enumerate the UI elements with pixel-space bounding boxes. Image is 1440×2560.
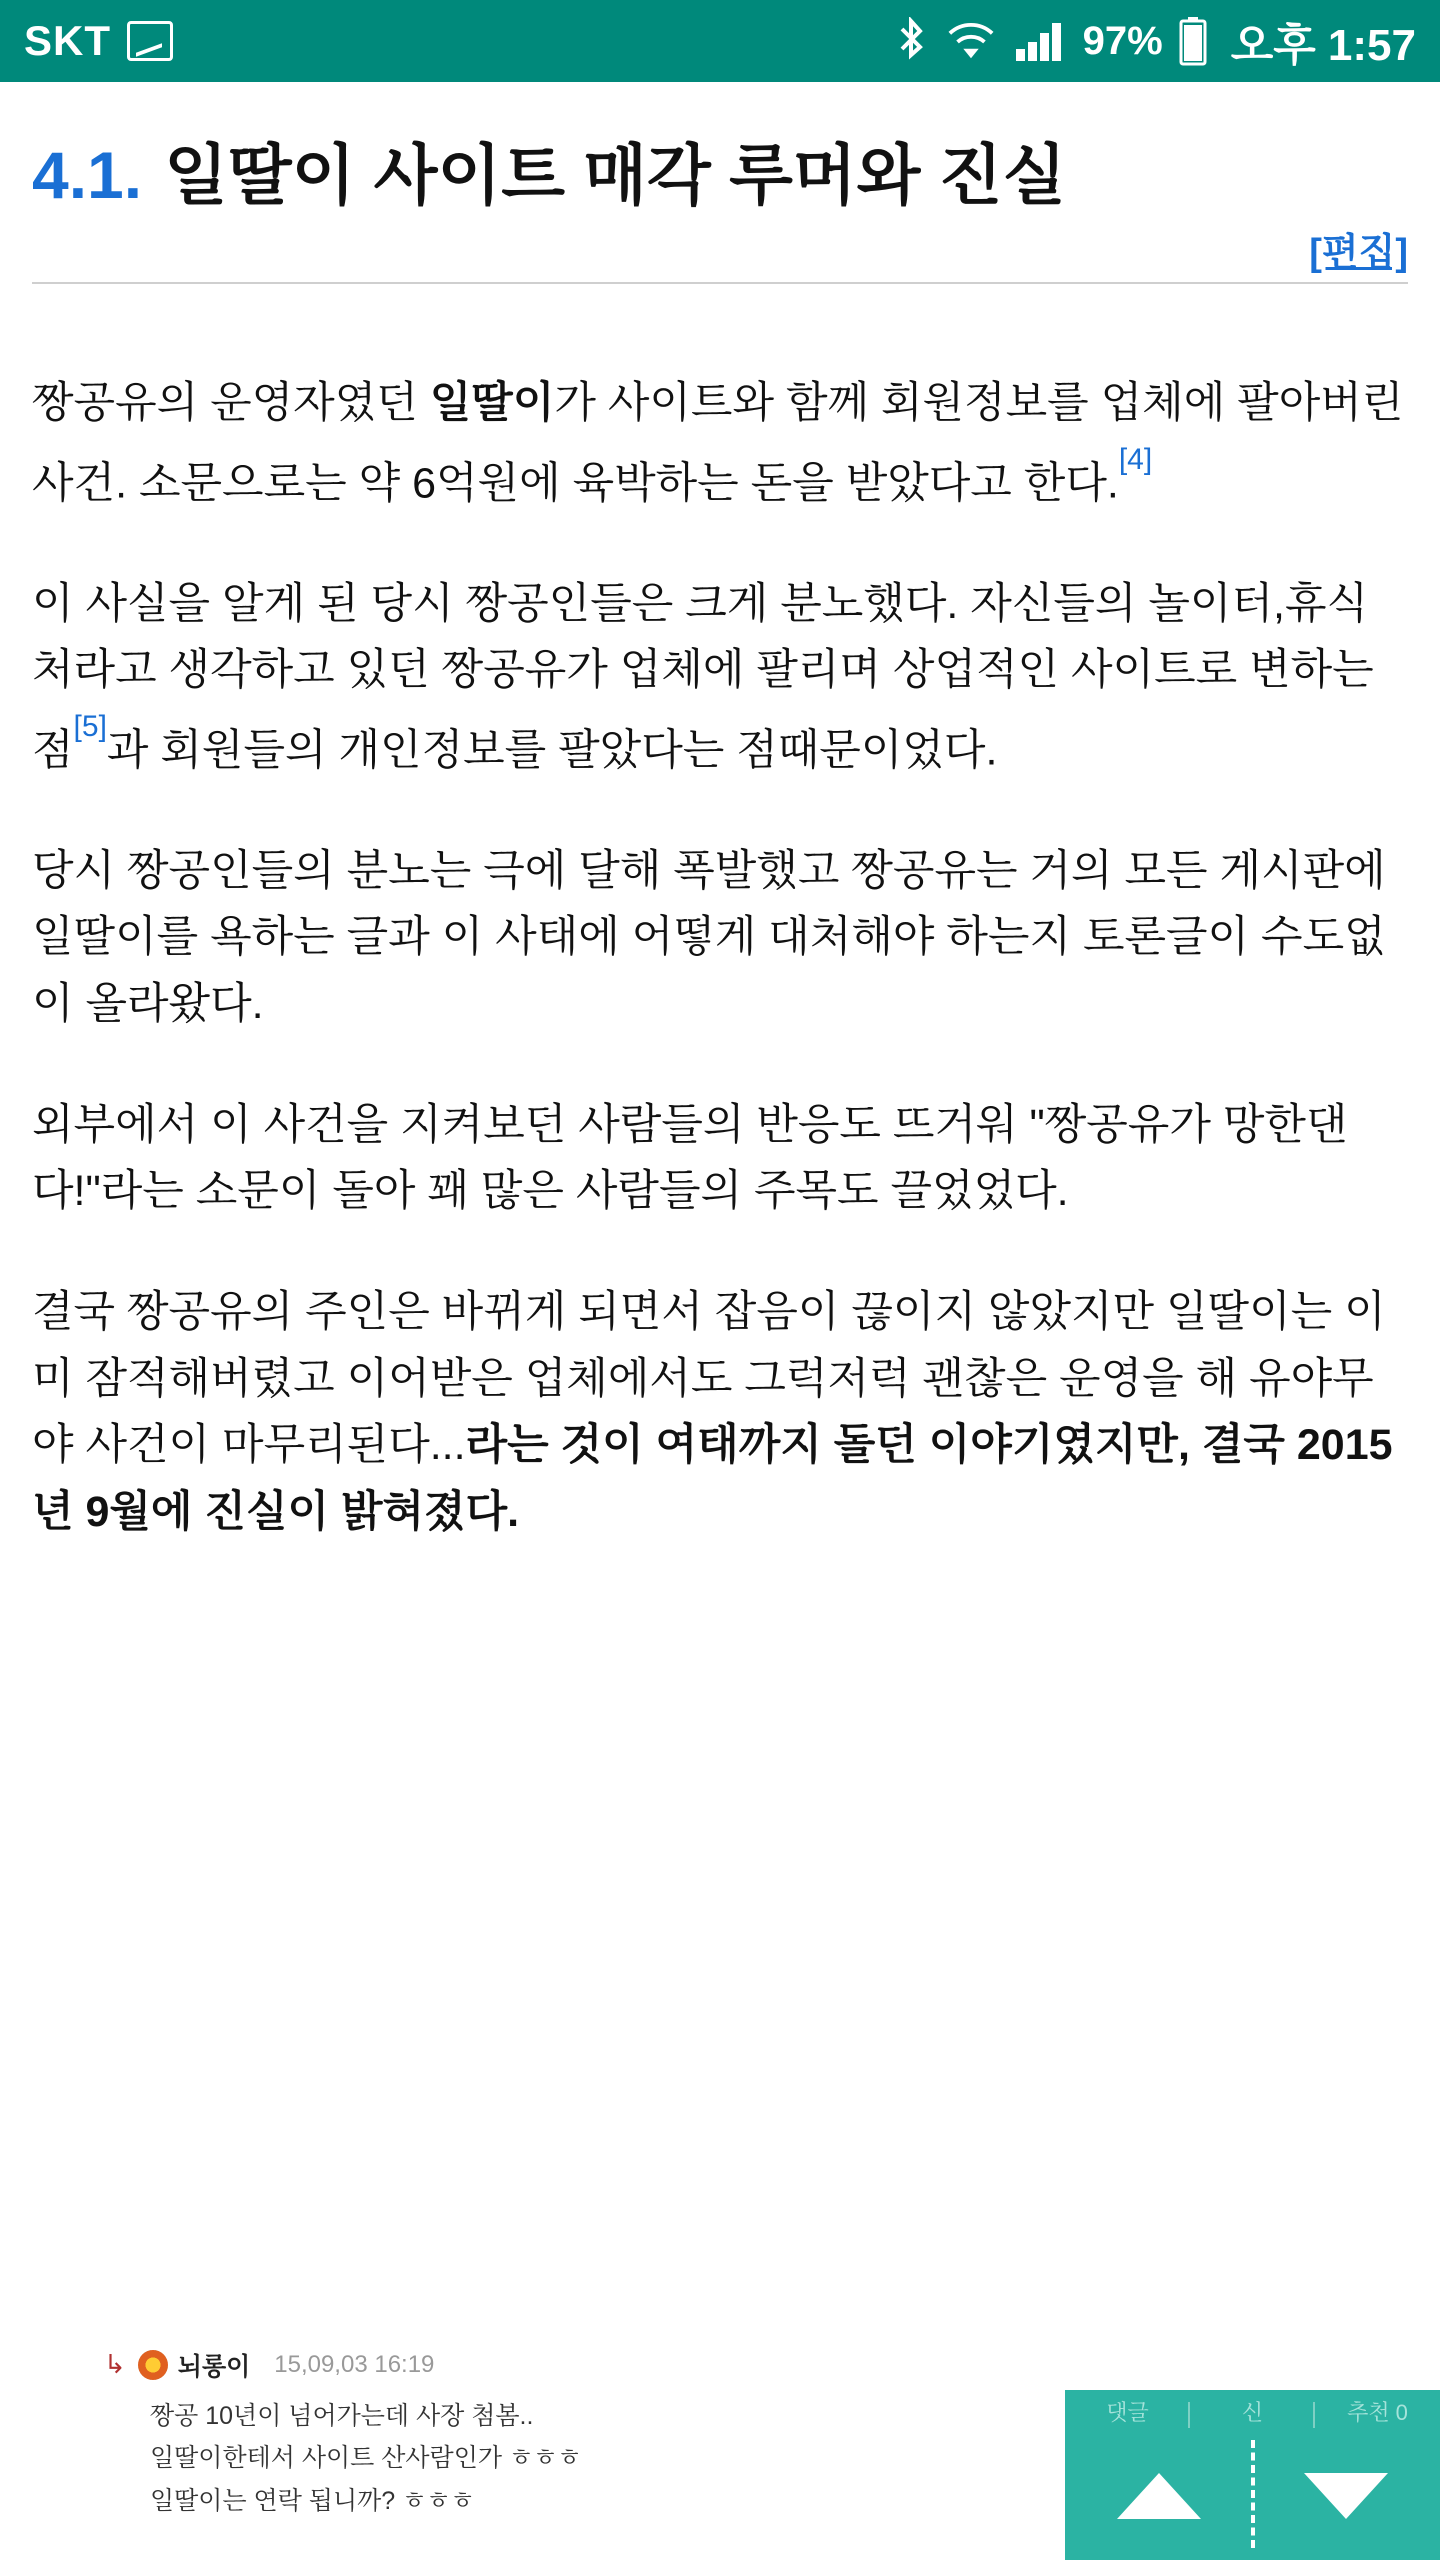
paragraph-2 bbox=[32, 571, 1408, 784]
comment-count-label[interactable]: 댓글 bbox=[1065, 2396, 1190, 2427]
comment-line: 일딸이는 연락 됩니까? ㅎㅎㅎ bbox=[150, 2486, 475, 2515]
floating-nav-buttons bbox=[1065, 2432, 1440, 2560]
new-label[interactable]: 신 bbox=[1190, 2396, 1315, 2427]
paragraph-1 bbox=[32, 370, 1408, 517]
comment-body bbox=[150, 2395, 1132, 2523]
text-run: 가 사이트와 함께 회원정보를 업체에 팔아버린 사건. 소문으로는 약 6억원에 육박하는 돈을 받았다고 한다. bbox=[32, 379, 1404, 507]
footnote-link[interactable]: [4] bbox=[1118, 442, 1153, 476]
text-run: 과 회원들의 개인정보를 팔았다는 점때문이었다. bbox=[106, 726, 998, 775]
floating-nav-widget[interactable] bbox=[1065, 2390, 1440, 2560]
chart-icon bbox=[127, 21, 173, 61]
status-bar bbox=[0, 0, 1440, 82]
footnote-ref[interactable] bbox=[1118, 442, 1153, 490]
text-run: 결국 짱공유의 주인은 바뀌게 되면서 잡음이 끊이지 않았지만 일딸이는 이미 잠적해버렸고 이어받은 업체에서도 그럭저럭 괜찮은 운영을 해 유야무야 사건이 마무리된다... bbox=[32, 1287, 1386, 1470]
text-run: 짱공유의 운영자였던 bbox=[32, 379, 430, 427]
floating-nav-labels bbox=[1065, 2390, 1440, 2432]
article-page bbox=[0, 82, 1440, 2560]
cellular-signal-icon bbox=[1014, 19, 1064, 63]
recommend-count-label[interactable]: 추천 0 bbox=[1347, 2399, 1408, 2425]
floating-nav-divider bbox=[1251, 2440, 1255, 2548]
comment-author[interactable]: 뇌롱이 bbox=[177, 2352, 251, 2381]
comment-date: 15,09,03 16:19 bbox=[274, 2350, 435, 2378]
text-run: 당시 짱공인들의 분노는 극에 달해 폭발했고 짱공유는 거의 모든 게시판에 일딸이를 욕하는 글과 이 사태에 어떻게 대처해야 하는지 토론글이 수도없이 올라왔다. bbox=[32, 846, 1386, 1029]
carrier-label: SKT bbox=[24, 17, 111, 64]
section-heading bbox=[32, 104, 1408, 217]
heading-number: 4.1. bbox=[32, 138, 143, 212]
scroll-up-button[interactable] bbox=[1065, 2473, 1253, 2519]
reply-arrow-icon: ↳ bbox=[104, 2349, 126, 2379]
battery-icon bbox=[1178, 16, 1208, 66]
bold-text: 일딸이 bbox=[429, 379, 555, 427]
article-body bbox=[32, 370, 1408, 1546]
comment-line: 일딸이한테서 사이트 산사람인가 ㅎㅎㅎ bbox=[150, 2444, 582, 2472]
comment-item bbox=[32, 2347, 1132, 2523]
paragraph-5 bbox=[32, 1279, 1408, 1546]
clock-label: 오후 1:57 bbox=[1230, 21, 1416, 70]
heading-title: 일딸이 사이트 매각 루머와 진실 bbox=[164, 138, 1067, 212]
paragraph-4 bbox=[32, 1092, 1408, 1225]
wifi-icon bbox=[946, 21, 996, 61]
triangle-down-icon bbox=[1304, 2473, 1388, 2519]
comment-header bbox=[104, 2347, 1132, 2383]
heading-divider bbox=[32, 282, 1408, 284]
battery-percent-label: 97% bbox=[1082, 18, 1163, 63]
scroll-down-button[interactable] bbox=[1253, 2473, 1440, 2519]
bold-text: 라는 것이 여태까지 돌던 이야기였지만, 결국 2015년 9월에 진실이 밝혀졌다. bbox=[32, 1421, 1393, 1536]
edit-link-row bbox=[32, 221, 1408, 276]
avatar bbox=[138, 2350, 168, 2380]
text-run: 외부에서 이 사건을 지켜보던 사람들의 반응도 뜨거워 "짱공유가 망한댄다!"라는 소문이 돌아 꽤 많은 사람들의 주목도 끌었었다. bbox=[32, 1100, 1348, 1216]
paragraph-3 bbox=[32, 838, 1408, 1038]
footnote-link[interactable]: [5] bbox=[73, 709, 107, 743]
footnote-ref[interactable] bbox=[73, 709, 107, 757]
bluetooth-icon bbox=[894, 17, 928, 65]
text-run: 이 사실을 알게 된 당시 짱공인들은 크게 분노했다. 자신들의 놀이터,휴식처라고 생각하고 있던 짱공유가 업체에 팔리며 상업적인 사이트로 변하는 점 bbox=[32, 579, 1374, 775]
comment-line: 짱공 10년이 넘어가는데 사장 첨봄.. bbox=[150, 2401, 534, 2430]
edit-section-link[interactable]: [편집] bbox=[1309, 232, 1408, 274]
triangle-up-icon bbox=[1117, 2473, 1201, 2519]
